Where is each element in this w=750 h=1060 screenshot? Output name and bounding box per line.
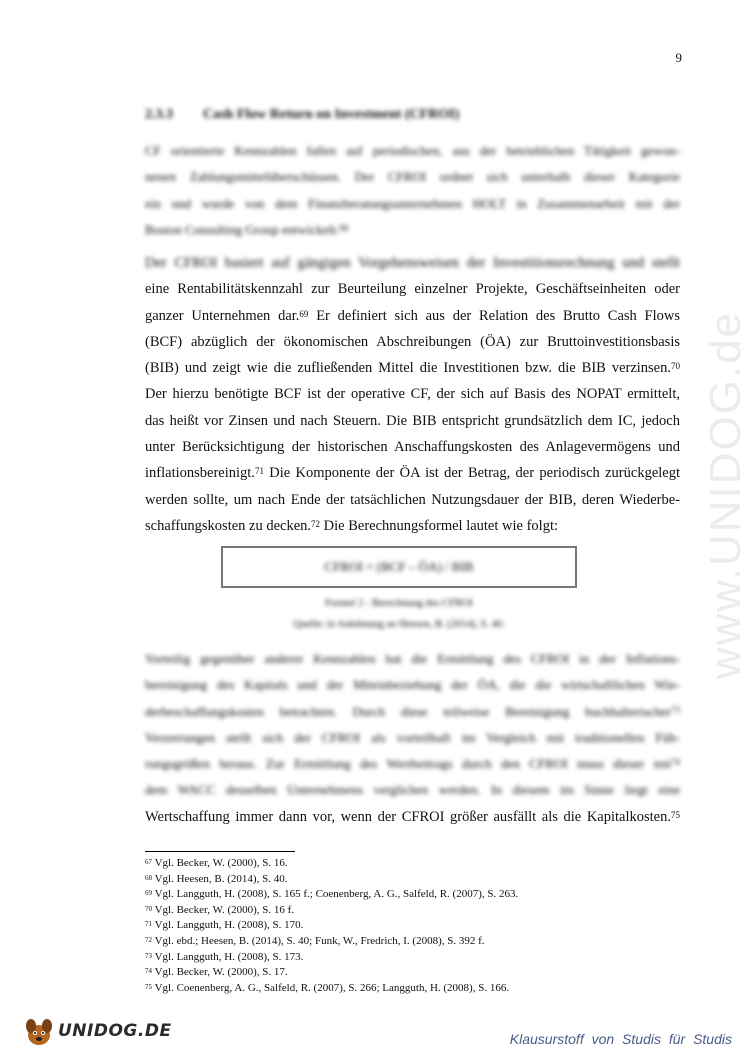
footnote-ref: 69	[299, 308, 309, 319]
text-line: eine Rentabilitätskennzahl zur Beurteilung einzelner Projekte, Geschäftseinheiten oder	[145, 281, 680, 298]
footnote: $^{67}$ Vgl. Becker, W. (2000), S. 16.	[145, 857, 288, 869]
formula-box	[221, 546, 577, 588]
section-number: 2.3.3	[145, 107, 173, 122]
page-number: 9	[675, 50, 682, 65]
section-title: Cash Flow Return on Investment (CFROI)	[203, 107, 460, 122]
footnote: $^{73}$ Vgl. Langguth, H. (2008), S. 173.	[145, 950, 304, 963]
text-line: inflationsbereinigt.$^{71}$ Die Komponente der ÖA ist der Betrag, der periodisch zurückgelegt	[145, 465, 680, 482]
text-line: werden sollte, um nach Ende der tatsächlichen Nutzungsdauer der BIB, deren Wiederbe-	[145, 491, 680, 508]
footnote-ref: 68	[339, 222, 349, 233]
footnote: $^{72}$ Vgl. ebd.; Heesen, B. (2014), S. 40; Funk, W., Fredrich, I. (2008), S. 392 f.	[145, 934, 485, 947]
text-line: CF orientierte Kennzahlen fallen auf periodischen, aus der betrieblichen Tätigkeit gewon-	[145, 143, 680, 158]
logo-text: UNIDOG.DE	[58, 1021, 172, 1041]
paragraph-intro	[145, 138, 680, 243]
text-line: ein und wurde von dem Finanzberatungsunternehmen HOLT in Zusammenarbeit mit der	[145, 195, 680, 211]
text-line: das heißt vor Zinsen und nach Steuern. Die BIB entspricht grundsätzlich dem IC, jedoch	[145, 412, 680, 429]
footnote-list	[145, 856, 705, 996]
paragraph-advantages	[145, 646, 680, 830]
text-line: Der hierzu benötigte BCF ist der operative CF, der sich auf Basis des NOPAT ermittelt,	[145, 386, 680, 403]
formula: CFROI = (BCF – ÖA) / BIB	[324, 559, 474, 574]
dog-mascot-icon	[22, 1014, 56, 1048]
watermark: www.UNIDOG.de	[701, 310, 750, 680]
text-line: Boston Consulting Group entwickelt.$^{68}$	[145, 221, 349, 237]
formula-source: Quelle: in Anlehnung an Heesen, B. (2014), S. 40.	[293, 619, 505, 630]
footnote: $^{69}$ Vgl. Langguth, H. (2008), S. 165 f.; Coenenberg, A. G., Salfeld, R. (2007), S. 263.	[145, 888, 519, 901]
text-line: nenen Zahlungsmittelüberschüssen. Der CFROI ordnet sich unterhalb dieser Kategorie	[145, 169, 680, 185]
footnote: $^{71}$ Vgl. Langguth, H. (2008), S. 170.	[145, 919, 304, 932]
footnote-ref: 70	[671, 361, 680, 372]
text-line: bereinigung des Kapitals und der Miteinbeziehung der ÖA, die die wirtschaftlichen Wie-	[145, 677, 680, 693]
text-line: (BIB) und zeigt wie die zufließenden Mittel die Investitionen bzw. die BIB verzinsen.$^{70}$	[145, 360, 680, 377]
tagline: Klausurstoff von Studis für Studis	[509, 1031, 732, 1047]
footnote-ref: 71	[254, 466, 264, 477]
text-line: dem WACC desselben Unternehmens verglichen werden. In diesem im Sinne liegt eine	[145, 782, 680, 798]
footnote: $^{68}$ Vgl. Heesen, B. (2014), S. 40.	[145, 872, 288, 885]
footnote: $^{70}$ Vgl. Becker, W. (2000), S. 16 f.	[145, 903, 295, 916]
footnote-ref: 72	[311, 518, 321, 529]
section-heading	[145, 107, 459, 123]
footnote: $^{74}$ Vgl. Becker, W. (2000), S. 17.	[145, 966, 288, 979]
text-line: ganzer Unternehmen dar.$^{69}$ Er definiert sich aus der Relation des Brutto Cash Flows	[145, 307, 681, 324]
text-line: Verzerrungen stellt sich der CFROI als vorteilhaft im Vergleich mit traditionellen Füh-	[145, 729, 680, 745]
footnote: $^{75}$ Vgl. Coenenberg, A. G., Salfeld, R. (2007), S. 266; Langguth, H. (2008), S. 166.	[145, 981, 510, 994]
text-line: rungsgrößen heraus. Zur Ermittlung des Wertbeitrags durch den CFROI muss dieser mit$^{74}$	[145, 756, 680, 772]
footnote-divider	[145, 851, 295, 852]
text-line: (BCF) abzüglich der ökonomischen Abschreibungen (ÖA) zur Bruttoinvestitionsbasis	[145, 333, 680, 350]
text-line: derbeschaffungskosten betrachten. Durch diese teilweise Bereinigung buchhalterischer$^{73}$	[145, 703, 680, 719]
text-line: Der CFROI basiert auf gängigen Vorgehensweisen der Investitionsrechnung und stellt	[145, 255, 680, 271]
unidog-logo[interactable]	[22, 1014, 172, 1048]
text-line: unter Berücksichtigung der historischen Anschaffungskosten des Anlagevermögens und	[145, 439, 680, 456]
text-line: schaffungskosten zu decken.$^{72}$ Die Berechnungsformel lautet wie folgt:	[145, 517, 558, 534]
formula-caption: Formel 2 - Berechnung des CFROI	[325, 598, 473, 609]
paragraph-cfroi	[145, 250, 680, 539]
text-line: Vorteilig gegenüber anderer Kennzahlen hat die Ermittlung des CFROI in der Inflations-	[145, 651, 680, 666]
text-line: Wertschaffung immer dann vor, wenn der CFROI größer ausfällt als die Kapitalkosten.$^{75}$	[145, 808, 680, 825]
footnote-ref: 75	[671, 809, 680, 820]
